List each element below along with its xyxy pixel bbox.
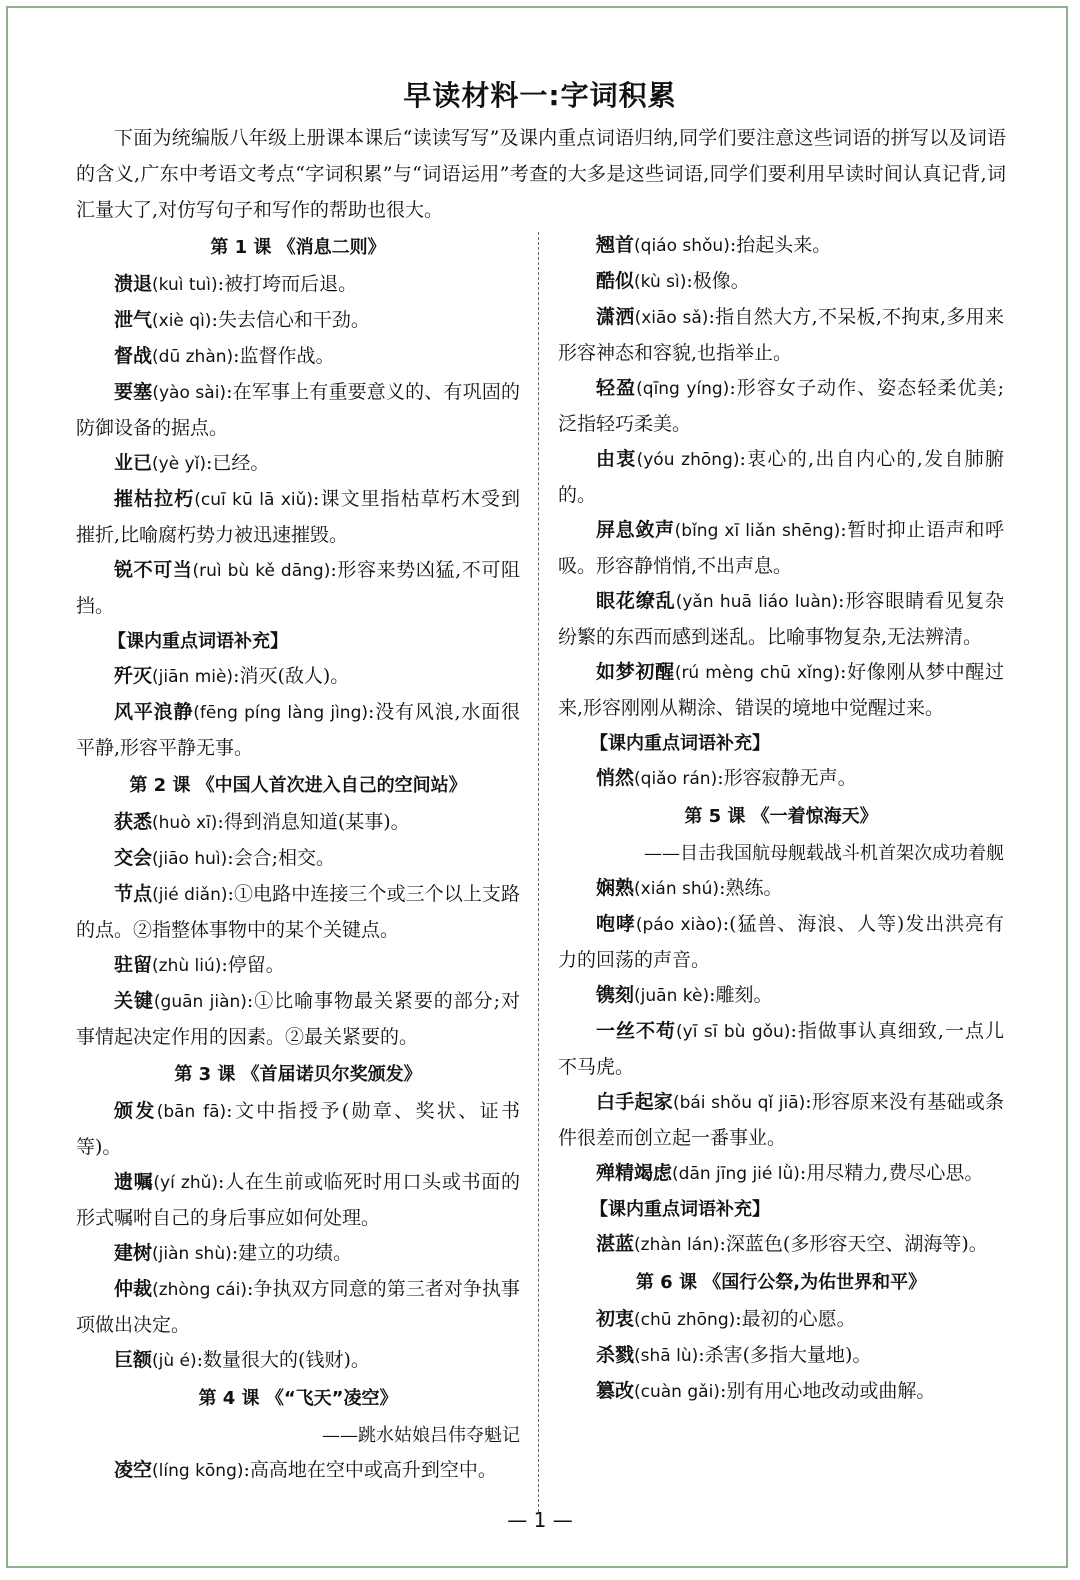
vocab-pinyin: (juān kè) (634, 986, 710, 1006)
vocab-pinyin: (rú mèng chū xǐng) (674, 663, 840, 683)
vocab-entry (558, 442, 1004, 513)
vocab-definition: :指做事认真细致,一点儿不马虎。 (558, 1020, 1004, 1078)
vocab-definition: :建立的功绩。 (231, 1242, 353, 1264)
vocab-definition: :被打垮而后退。 (217, 273, 358, 295)
vocab-entry (76, 948, 520, 984)
vocab-entry (558, 655, 1004, 726)
vocab-entry (76, 841, 520, 877)
supplement-heading: 【课内重点词语补充】 (108, 631, 288, 652)
vocab-entry (558, 300, 1004, 371)
vocab-entry (558, 978, 1004, 1014)
lesson-heading: 第 3 课 《首届诺贝尔奖颁发》 (174, 1064, 422, 1085)
vocab-pinyin: (jiāo huì) (152, 849, 228, 869)
vocab-pinyin: (líng kōng) (152, 1461, 244, 1481)
lesson-heading: 第 1 课 《消息二则》 (210, 237, 386, 258)
vocab-pinyin: (dān jīng jié lǜ) (672, 1164, 800, 1184)
vocab-definition: :形容女子动作、姿态轻柔优美;泛指轻巧柔美。 (558, 377, 1004, 435)
vocab-definition: :得到消息知道(某事)。 (217, 811, 410, 833)
vocab-pinyin: (kuì tuì) (152, 275, 218, 295)
vocab-definition: :好像刚从梦中醒过来,形容刚刚从糊涂、错误的境地中觉醒过来。 (558, 661, 1004, 719)
vocab-word: 要塞 (114, 381, 153, 403)
vocab-definition: :高高地在空中或高升到空中。 (243, 1459, 497, 1481)
vocab-pinyin: (qiáo shǒu) (634, 236, 730, 256)
vocab-entry (76, 659, 520, 695)
vocab-word: 凌空 (114, 1459, 153, 1481)
vocab-entry (558, 228, 1004, 264)
vocab-word: 娴熟 (596, 877, 635, 899)
vocab-word: 业已 (114, 452, 153, 474)
vocab-entry (558, 584, 1004, 655)
vocab-pinyin: (guān jiàn) (153, 992, 247, 1012)
vocab-pinyin: (yào sài) (152, 383, 227, 403)
vocab-pinyin: (ruì bù kě dāng) (192, 561, 331, 581)
vocab-word: 由衷 (596, 448, 637, 470)
page-number: — 1 — (507, 1508, 573, 1532)
vocab-definition: :数量很大的(钱财)。 (196, 1349, 370, 1371)
lesson-heading: 第 2 课 《中国人首次进入自己的空间站》 (129, 775, 467, 796)
vocab-entry (558, 1338, 1004, 1374)
vocab-definition: :人在生前或临死时用口头或书面的形式嘱咐自己的身后事应如何处理。 (76, 1171, 520, 1229)
vocab-definition: :极像。 (686, 270, 750, 292)
vocab-pinyin: (xiè qì) (152, 311, 212, 331)
lesson-heading: 第 5 课 《一着惊海天》 (684, 806, 878, 827)
vocab-pinyin: (fēng píng làng jìng) (193, 703, 368, 723)
vocab-word: 轻盈 (596, 377, 637, 399)
vocab-pinyin: (huò xī) (152, 813, 218, 833)
vocab-entry (76, 303, 520, 339)
vocab-entry (558, 871, 1004, 907)
vocab-word: 风平浪静 (114, 701, 194, 723)
vocab-pinyin: (chū zhōng) (634, 1310, 736, 1330)
vocab-entry (76, 1272, 520, 1343)
vocab-word: 泄气 (114, 309, 153, 331)
vocab-word: 潇洒 (596, 306, 635, 328)
vocab-word: 篡改 (596, 1380, 635, 1402)
vocab-word: 节点 (114, 883, 153, 905)
lesson-heading: 第 4 课 《“飞天”凌空》 (198, 1388, 398, 1409)
lesson-subtitle: ——目击我国航母舰载战斗机首架次成功着舰 (644, 843, 1004, 864)
vocab-word: 仲裁 (114, 1278, 153, 1300)
vocab-definition: :没有风浪,水面很平静,形容平静无事。 (76, 701, 520, 759)
vocab-pinyin: (shā lù) (634, 1346, 699, 1366)
vocab-definition: :监督作战。 (233, 345, 335, 367)
vocab-pinyin: (zhàn lán) (634, 1235, 720, 1255)
vocab-entry (76, 482, 520, 553)
vocab-pinyin: (jié diǎn) (152, 885, 228, 905)
vocab-pinyin: (xián shú) (634, 879, 720, 899)
vocab-word: 歼灭 (114, 665, 153, 687)
vocab-word: 巨额 (114, 1349, 153, 1371)
vocab-entry (76, 1343, 520, 1379)
vocab-entry (76, 1094, 520, 1165)
vocab-word: 白手起家 (596, 1091, 673, 1113)
vocab-pinyin: (yè yǐ) (152, 454, 206, 474)
vocab-pinyin: (qiǎo rán) (634, 769, 718, 789)
vocab-word: 眼花缭乱 (596, 590, 676, 612)
vocab-pinyin: (jiàn shù) (152, 1244, 232, 1264)
left-column (76, 228, 520, 1489)
vocab-entry (76, 375, 520, 446)
vocab-entry (558, 907, 1004, 978)
vocab-pinyin: (jù é) (152, 1351, 197, 1371)
vocab-definition: :文中指授予(勋章、奖状、证书等)。 (76, 1100, 520, 1158)
vocab-definition: :指自然大方,不呆板,不拘束,多用来形容神态和容貌,也指举止。 (558, 306, 1004, 364)
vocab-entry (76, 805, 520, 841)
vocab-entry (76, 553, 520, 624)
vocab-pinyin: (cuàn gǎi) (634, 1382, 720, 1402)
vocab-pinyin: (yī sī bù gǒu) (676, 1022, 791, 1042)
vocab-word: 锐不可当 (114, 559, 193, 581)
vocab-word: 殚精竭虑 (596, 1162, 673, 1184)
supplement-heading: 【课内重点词语补充】 (590, 733, 770, 754)
vocab-entry (76, 877, 520, 948)
vocab-entry (558, 1302, 1004, 1338)
vocab-word: 湛蓝 (596, 1233, 635, 1255)
vocab-definition: :停留。 (221, 954, 285, 976)
vocab-entry (558, 1374, 1004, 1410)
vocab-pinyin: (yǎn huā liáo luàn) (675, 592, 839, 612)
vocab-pinyin: (cuī kū lā xiǔ) (194, 490, 314, 510)
vocab-definition: :衷心的,出自内心的,发自肺腑的。 (558, 448, 1004, 506)
vocab-definition: :最初的心愿。 (735, 1308, 856, 1330)
vocab-entry (76, 267, 520, 303)
intro-paragraph: 下面为统编版八年级上册课本课后“读读写写”及课内重点词语归纳,同学们要注意这些词语的拼写以及词语的含义,广东中考语文考点“字词积累”与“词语运用”考查的大多是这些词语,同学们要利用早读时间认真记背,词汇量大了,对仿写句子和写作的帮助也很大。 (76, 127, 1006, 221)
vocab-word: 镌刻 (596, 984, 635, 1006)
vocab-definition: :课文里指枯草朽木受到摧折,比喻腐朽势力被迅速摧毁。 (76, 488, 521, 546)
vocab-pinyin: (yí zhǔ) (153, 1173, 219, 1193)
vocab-word: 建树 (114, 1242, 153, 1264)
vocab-entry (558, 761, 1004, 797)
page-title: 早读材料一:字词积累 (403, 79, 677, 112)
vocab-word: 交会 (114, 847, 153, 869)
supplement-heading: 【课内重点词语补充】 (590, 1199, 770, 1220)
vocab-word: 悄然 (596, 767, 635, 789)
vocab-pinyin: (bǐng xī liǎn shēng) (674, 521, 841, 541)
vocab-entry (76, 984, 520, 1055)
vocab-word: 一丝不苟 (596, 1020, 677, 1042)
vocab-pinyin: (dū zhàn) (152, 347, 234, 367)
vocab-pinyin: (bān fā) (156, 1102, 227, 1122)
vocab-definition: :形容来势凶猛,不可阻挡。 (76, 559, 520, 617)
vocab-definition: :在军事上有重要意义的、有巩固的防御设备的据点。 (76, 381, 520, 439)
vocab-entry (558, 513, 1004, 584)
vocab-word: 如梦初醒 (596, 661, 675, 683)
vocab-definition: :熟练。 (719, 877, 783, 899)
vocab-entry (76, 339, 520, 375)
vocab-definition: :争执双方同意的第三者对争执事项做出决定。 (76, 1278, 520, 1336)
vocab-entry (76, 1165, 520, 1236)
vocab-pinyin: (bái shǒu qǐ jiā) (672, 1093, 806, 1113)
vocab-pinyin: (yóu zhōng) (636, 450, 740, 470)
vocab-definition: :形容眼睛看见复杂纷繁的东西而感到迷乱。比喻事物复杂,无法辨清。 (558, 590, 1004, 648)
vocab-pinyin: (kù sì) (634, 272, 687, 292)
vocab-entry (558, 1227, 1004, 1263)
vocab-entry (558, 371, 1004, 442)
vocab-definition: :形容寂静无声。 (717, 767, 857, 789)
vocab-definition: :杀害(多指大量地)。 (698, 1344, 872, 1366)
vocab-word: 咆哮 (596, 913, 636, 935)
vocab-pinyin: (zhù liú) (152, 956, 222, 976)
vocab-word: 初衷 (596, 1308, 635, 1330)
vocab-word: 督战 (114, 345, 153, 367)
vocab-word: 遗嘱 (114, 1171, 154, 1193)
vocab-entry (558, 264, 1004, 300)
vocab-definition: :失去信心和干劲。 (211, 309, 370, 331)
vocab-pinyin: (xiāo sǎ) (634, 308, 709, 328)
vocab-definition: :①比喻事物最关紧要的部分;对事情起决定作用的因素。②最关紧要的。 (76, 990, 520, 1048)
vocab-word: 酷似 (596, 270, 635, 292)
vocab-entry (558, 1085, 1004, 1156)
vocab-word: 杀戮 (596, 1344, 635, 1366)
vocab-definition: :①电路中连接三个或三个以上支路的点。②指整体事物中的某个关键点。 (76, 883, 520, 941)
vocab-pinyin: (páo xiào) (635, 915, 723, 935)
vocab-word: 摧枯拉朽 (114, 488, 195, 510)
vocab-entry (76, 695, 520, 766)
vocab-definition: :会合;相交。 (227, 847, 336, 869)
vocab-definition: :别有用心地改动或曲解。 (719, 1380, 936, 1402)
vocab-pinyin: (jiān miè) (152, 667, 234, 687)
vocab-entry (558, 1156, 1004, 1192)
vocab-word: 获悉 (114, 811, 153, 833)
vocab-definition: :消灭(敌人)。 (233, 665, 350, 687)
vocab-word: 颁发 (114, 1100, 157, 1122)
vocab-entry (76, 1236, 520, 1272)
vocab-pinyin: (zhòng cái) (152, 1280, 247, 1300)
lesson-heading: 第 6 课 《国行公祭,为佑世界和平》 (635, 1272, 927, 1293)
vocab-definition: :深蓝色(多形容天空、湖海等)。 (719, 1233, 988, 1255)
vocab-entry (76, 1453, 520, 1489)
vocab-word: 翘首 (596, 234, 635, 256)
vocab-definition: :用尽精力,费尽心思。 (799, 1162, 984, 1184)
vocab-pinyin: (qīng yíng) (636, 379, 730, 399)
vocab-word: 驻留 (114, 954, 153, 976)
vocab-entry (76, 446, 520, 482)
vocab-entry (558, 1014, 1004, 1085)
vocab-definition: :雕刻。 (709, 984, 773, 1006)
vocab-definition: :暂时抑止语声和呼吸。形容静悄悄,不出声息。 (558, 519, 1004, 577)
vocab-definition: :已经。 (206, 452, 270, 474)
right-column (558, 228, 1004, 1410)
vocab-definition: :抬起头来。 (729, 234, 832, 256)
vocab-word: 溃退 (114, 273, 153, 295)
vocab-word: 关键 (114, 990, 154, 1012)
column-divider (538, 232, 539, 1512)
vocab-definition: :(猛兽、海浪、人等)发出洪亮有力的回荡的声音。 (558, 913, 1004, 971)
lesson-subtitle: ——跳水姑娘吕伟夺魁记 (322, 1425, 520, 1446)
vocab-word: 屏息敛声 (596, 519, 675, 541)
vocab-definition: :形容原来没有基础或条件很差而创立起一番事业。 (558, 1091, 1004, 1149)
